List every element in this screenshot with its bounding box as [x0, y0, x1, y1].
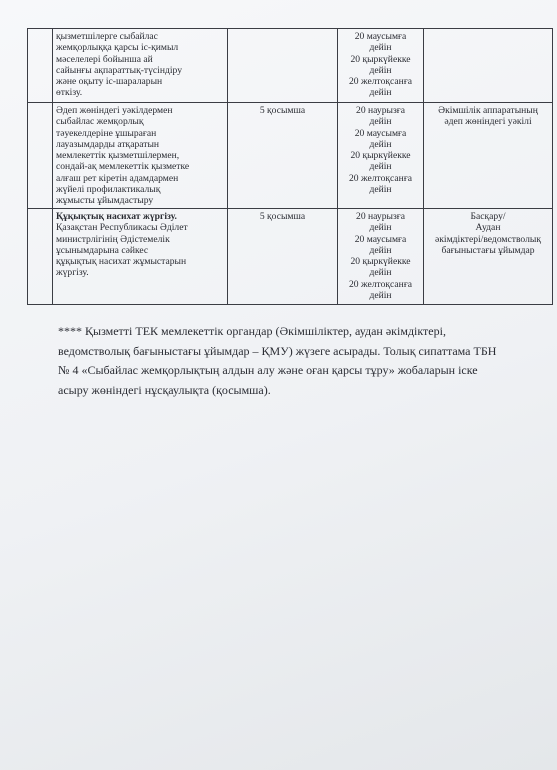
measure-description-cell — [53, 103, 228, 209]
deadline-line: дейін — [369, 267, 392, 279]
deadline-line: 20 маусымға — [354, 31, 407, 42]
deadline-line: дейін — [369, 161, 392, 173]
responsible-line: бағыныстағы ұйымдар — [441, 244, 535, 256]
description-line: алғаш рет кіретін адамдармен — [56, 172, 179, 184]
description-line: Әдеп жөніндегі уәкілдермен — [56, 105, 173, 116]
description-line: жүйелі профилактикалық — [56, 184, 161, 196]
description-line: және оқыту іс-шараларын — [56, 76, 163, 88]
description-line: жүргізу. — [56, 267, 89, 279]
description-line: қызметшілерге сыбайлас — [56, 31, 158, 42]
description-line: ұсынымдарына сәйкес — [56, 244, 149, 256]
description-line: мәселелері бойынша ай — [56, 53, 153, 65]
responsible-line: Әкімшілік аппаратының — [438, 105, 538, 116]
responsible-cell — [424, 209, 553, 305]
deadline-line: 20 желтоқсанға — [348, 278, 413, 290]
description-line: лауазымдарды атқаратын — [56, 138, 160, 150]
table-row — [28, 29, 553, 103]
footnote-line: **** Қызметті ТЕК мемлекеттік органдар (Әкімшіліктер, аудан әкімдіктері, — [58, 324, 446, 338]
deadline-line: дейін — [369, 138, 392, 150]
row-number-cell — [28, 103, 53, 209]
deadline-line: 20 қыркүйекке — [350, 53, 411, 65]
description-title: Құқықтық насихат жүргізу. — [56, 211, 177, 222]
responsible-line: Аудан — [475, 222, 501, 234]
responsible-line: әдеп жөніндегі уәкілі — [444, 116, 532, 128]
row-number-cell — [28, 29, 53, 103]
deadline-line: дейін — [369, 290, 392, 302]
description-line: мемлекеттік қызметшілермен, — [56, 150, 180, 162]
description-line: жемқорлыққа қарсы іс-қимыл — [56, 42, 179, 54]
table-row — [28, 209, 553, 305]
deadline-line: 20 наурызға — [356, 105, 405, 116]
deadline-line: 20 маусымға — [354, 233, 407, 245]
description-line: министрлігінің Әдістемелік — [56, 233, 170, 245]
deadline-line: 20 желтоқсанға — [348, 172, 413, 184]
action-plan-table — [27, 28, 553, 305]
deadline-cell — [338, 29, 424, 103]
deadline-line: 20 қыркүйекке — [350, 150, 411, 162]
measure-description-cell — [53, 209, 228, 305]
footnote — [58, 322, 528, 400]
responsible-cell — [424, 29, 553, 103]
deadline-line: дейін — [369, 184, 392, 196]
frequency-cell: 5 қосымша — [228, 209, 338, 305]
deadline-line: дейін — [369, 116, 392, 128]
responsible-line: әкімдіктері/ведомстволық — [435, 233, 541, 245]
footnote-line: асыру жөніндегі нұсқаулықта (қосымша). — [58, 382, 271, 397]
table-row — [28, 103, 553, 209]
description-line: өткізу. — [56, 87, 83, 99]
deadline-line: дейін — [369, 87, 392, 99]
deadline-line: 20 қыркүйекке — [350, 256, 411, 268]
deadline-line: дейін — [369, 222, 392, 234]
responsible-cell — [424, 103, 553, 209]
frequency-cell — [228, 29, 338, 103]
footnote-line: № 4 «Сыбайлас жемқорлықтың алдын алу және оған қарсы тұру» жобаларын іске — [58, 363, 478, 377]
deadline-line: дейін — [369, 64, 392, 76]
deadline-cell — [338, 103, 424, 209]
row-number-cell — [28, 209, 53, 305]
deadline-line: 20 маусымға — [354, 127, 407, 139]
frequency-cell: 5 қосымша — [228, 103, 338, 209]
deadline-line: дейін — [369, 42, 392, 54]
deadline-line: дейін — [369, 244, 392, 256]
description-line: тәуекелдеріне ұшыраған — [56, 127, 157, 139]
measure-description-cell — [53, 29, 228, 103]
description-line: жұмысты ұйымдастыру — [56, 195, 154, 207]
deadline-line: 20 желтоқсанға — [348, 76, 413, 88]
description-line: Қазақстан Республикасы Әділет — [56, 222, 188, 234]
footnote-line: ведомстволық бағыныстағы ұйымдар – ҚМУ) жүзеге асырады. Толық сипаттама ТБН — [58, 343, 497, 358]
deadline-cell — [338, 209, 424, 305]
description-line: құқықтық насихат жұмыстарын — [56, 256, 187, 268]
responsible-line: Басқару/ — [470, 211, 506, 222]
description-line: сайынғы ақпараттық-түсіндіру — [56, 64, 182, 76]
description-line: сыбайлас жемқорлық — [56, 116, 144, 128]
description-line: сондай-ақ мемлекеттік қызметке — [56, 161, 190, 173]
deadline-line: 20 наурызға — [356, 211, 405, 222]
